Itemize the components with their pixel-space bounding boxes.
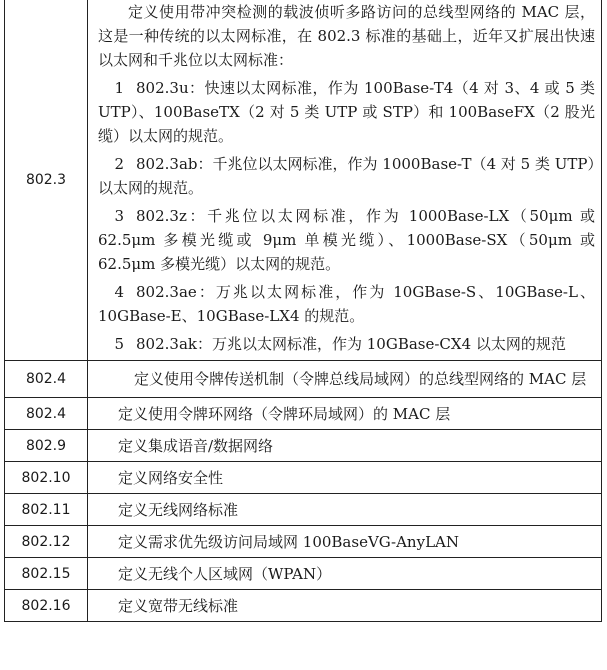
- list-item-text: 802.3z：千兆位以太网标准，作为 1000Base-LX（50μm 或 62.5μm 多模光缆或 9μm 单模光缆）、1000Base-SX（50μm 或 62.5μm 多模光缆）以太网的规范。: [98, 207, 595, 273]
- standard-id-cell: 802.15: [5, 558, 88, 590]
- list-item-number: 2: [114, 155, 124, 173]
- list-item-number: 3: [114, 207, 124, 225]
- table-row: [5, 494, 602, 526]
- list-item: [98, 152, 595, 200]
- table-row: [5, 398, 602, 430]
- table-row: [5, 590, 602, 622]
- list-item-number: 4: [114, 283, 124, 301]
- description-intro: 定义使用带冲突检测的载波侦听多路访问的总线型网络的 MAC 层，这是一种传统的以太网标准，在 802.3 标准的基础上，近年又扩展出快速以太网和千兆位以太网标准：: [98, 3, 595, 69]
- description-cell: [88, 361, 602, 398]
- table-row: [5, 430, 602, 462]
- list-item-number: 1: [114, 79, 124, 97]
- description-cell: 定义宽带无线标准: [88, 590, 602, 622]
- standard-id-cell: 802.9: [5, 430, 88, 462]
- standard-id-cell: 802.16: [5, 590, 88, 622]
- description-cell: 定义无线网络标准: [88, 494, 602, 526]
- description-cell: 定义需求优先级访问局域网 100BaseVG-AnyLAN: [88, 526, 602, 558]
- description-cell: 定义无线个人区域网（WPAN）: [88, 558, 602, 590]
- standard-id-cell: 802.4: [5, 361, 88, 398]
- ieee-802-standards-table: [4, 0, 602, 622]
- list-item: [98, 76, 595, 148]
- list-item: [98, 332, 595, 356]
- table-row: [5, 361, 602, 398]
- standard-id-cell: 802.4: [5, 398, 88, 430]
- list-item-text: 802.3u：快速以太网标准，作为 100Base-T4（4 对 3、4 或 5 类 UTP）、100BaseTX（2 对 5 类 UTP 或 STP）和 100BaseFX（2 股光缆）以太网的规范。: [98, 79, 595, 145]
- list-item-number: 5: [114, 335, 124, 353]
- description-cell: [88, 0, 602, 361]
- standard-id-cell: 802.12: [5, 526, 88, 558]
- table-row: [5, 526, 602, 558]
- description-text: 定义使用令牌传送机制（令牌总线局域网）的总线型网络的 MAC 层: [134, 370, 587, 388]
- list-item-text: 802.3ak：万兆以太网标准，作为 10GBase-CX4 以太网的规范: [136, 335, 566, 353]
- description-cell: 定义使用令牌环网络（令牌环局域网）的 MAC 层: [88, 398, 602, 430]
- standard-id-cell: 802.10: [5, 462, 88, 494]
- description-cell: 定义集成语音/数据网络: [88, 430, 602, 462]
- description-cell: 定义网络安全性: [88, 462, 602, 494]
- standard-id-cell: 802.11: [5, 494, 88, 526]
- list-item: [98, 204, 595, 276]
- table-row: [5, 558, 602, 590]
- list-item-text: 802.3ab：千兆位以太网标准，作为 1000Base-T（4 对 5 类 UTP）以太网的规范。: [98, 155, 595, 197]
- list-item: [98, 280, 595, 328]
- list-item-text: 802.3ae：万兆以太网标准，作为 10GBase-S、10GBase-L、10GBase-E、10GBase-LX4 的规范。: [98, 283, 595, 325]
- table-row: [5, 0, 602, 361]
- standard-id-cell: 802.3: [5, 0, 88, 361]
- table-row: [5, 462, 602, 494]
